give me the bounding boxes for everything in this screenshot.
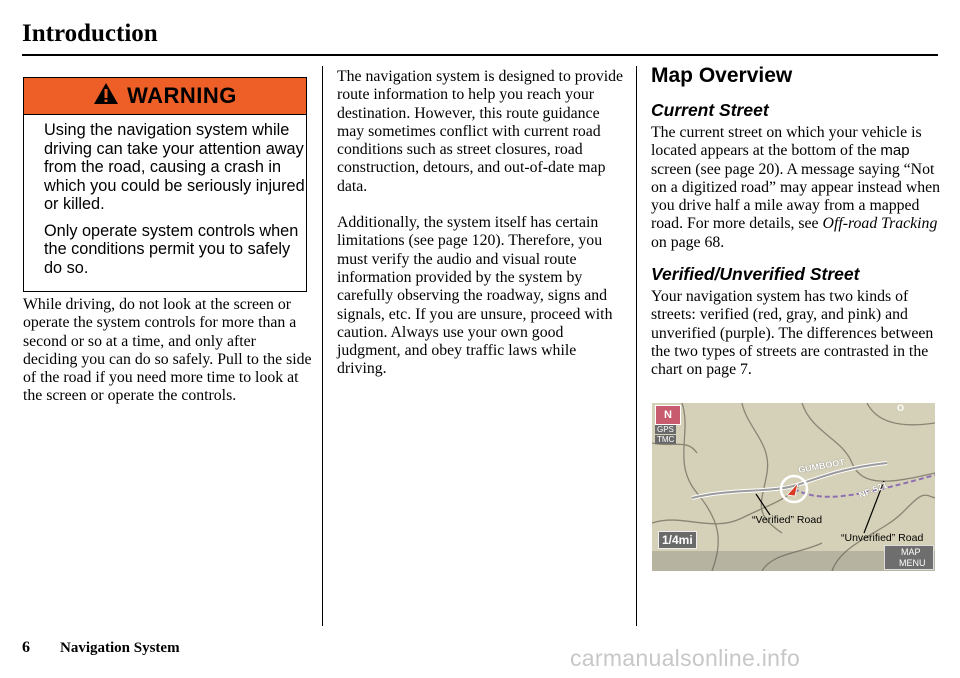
- north-indicator-icon: N: [655, 405, 681, 425]
- map-screen-image: [652, 403, 935, 571]
- title-rule: [22, 54, 938, 56]
- unverified-road-label: “Unverified” Road: [841, 532, 924, 544]
- current-street-heading: Current Street: [651, 100, 769, 120]
- warning-paragraph-1: Using the navigation system while driving can take your attention away from the road, causing a crash in which you could be seriously injured or killed.: [44, 121, 305, 213]
- footer-page-number: 6: [22, 639, 30, 656]
- warning-header: [24, 78, 306, 115]
- road-name-partial: O: [897, 403, 905, 413]
- watermark: carmanualsonline.info: [570, 645, 801, 671]
- warning-label: WARNING: [127, 83, 237, 108]
- map-overview-heading: Map Overview: [651, 64, 793, 87]
- verified-unverified-heading: Verified/Unverified Street: [651, 264, 860, 285]
- current-street-text: The current street on which your vehicle is located appears at the bottom of the map screen (see page 20). A message saying “Not on a digitized road” may appear instead when you drive half a mile away from a mapped road. For more details, see Off-road Tracking on page 68.: [651, 124, 941, 251]
- map-menu-button: MAP MENU: [884, 545, 934, 570]
- warning-paragraph-2: Only operate system controls when the conditions permit you to safely do so.: [44, 221, 299, 277]
- road-name-gumboot: GUMBOOT: [797, 456, 846, 476]
- col2-paragraph-1: The navigation system is designed to provide route information to help you reach your destination. However, this route guidance may sometimes conflict with current road conditions such as street closures, road construction, detours, and out-of-date map data.: [337, 68, 624, 195]
- off-road-tracking-reference: Off-road Tracking: [822, 215, 938, 233]
- map-scale-indicator: 1/4mi: [658, 531, 697, 549]
- gps-indicator: GPS: [657, 425, 674, 434]
- verified-road-label: “Verified” Road: [752, 514, 823, 526]
- map-word: map: [880, 142, 910, 160]
- column-divider-1: [322, 66, 323, 626]
- driving-caution-text: While driving, do not look at the screen or operate the system controls for more than a second or so at a time, and only after deciding you can do so safely. Pull to the side of the road if you need more time to look at the screen or operate the controls.: [23, 296, 312, 405]
- map-overview-section: [651, 64, 941, 380]
- col2-paragraph-2: Additionally, the system itself has certain limitations (see page 120). Therefore, you must verify the audio and visual route information provided by the system by carefully observing the roadway, signs and signals, etc. If you are unsure, proceed with caution. Always use your own good judgment, and obey traffic laws while driving.: [337, 214, 613, 378]
- tmc-indicator: TMC: [657, 435, 675, 444]
- page-title: Introduction: [22, 20, 158, 47]
- warning-box: [23, 77, 307, 292]
- verified-unverified-text: Your navigation system has two kinds of streets: verified (red, gray, and pink) and unverified (purple). The differences between the two types of streets are contrasted in the chart on page 7.: [651, 288, 934, 379]
- footer-title: Navigation System: [60, 640, 180, 656]
- warning-body: [24, 115, 306, 277]
- warning-triangle-icon: [93, 82, 119, 110]
- road-name-nf521: NF-521: [857, 479, 889, 501]
- column-divider-2: [636, 66, 637, 626]
- limitations-text: [337, 68, 627, 397]
